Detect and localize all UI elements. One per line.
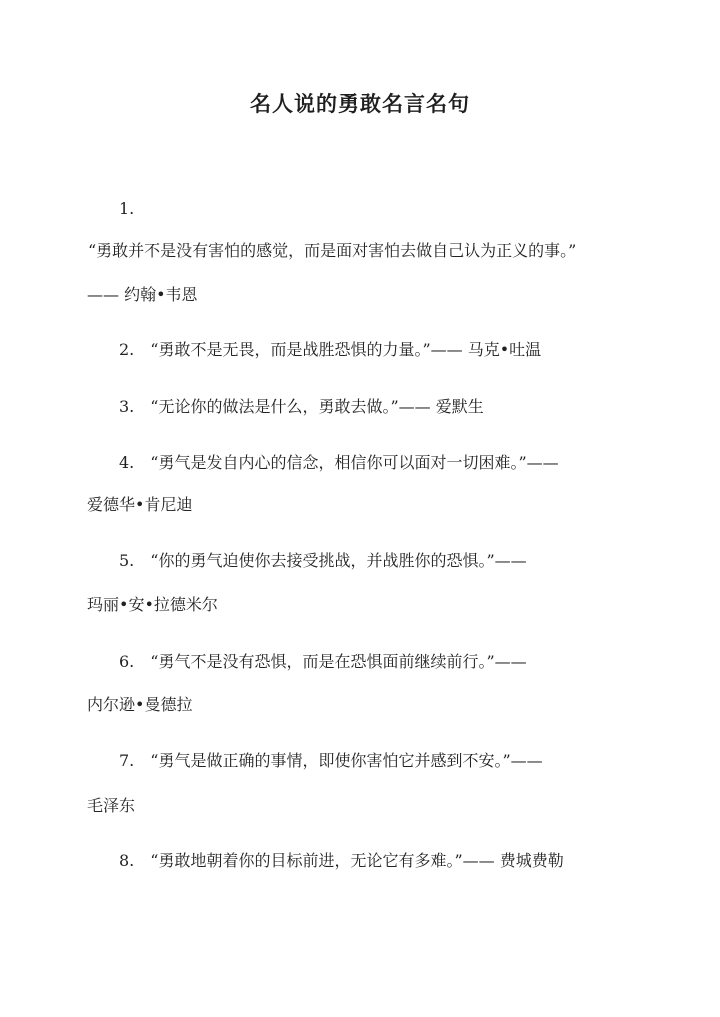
document-title: 名人说的勇敢名言名句 (250, 91, 470, 116)
quote-2: 2. “勇敢不是无畏，而是战胜恐惧的力量。”—— 马克•吐温 (119, 340, 542, 359)
quote-1-text: “勇敢并不是没有害怕的感觉，而是面对害怕去做自己认为正义的事。” (88, 241, 577, 260)
quote-7-text: 7. “勇气是做正确的事情，即使你害怕它并感到不安。”—— (119, 751, 543, 770)
quote-7-author: 毛泽东 (87, 796, 136, 815)
quote-5-author: 玛丽•安•拉德米尔 (87, 595, 218, 614)
quote-5-text: 5. “你的勇气迫使你去接受挑战，并战胜你的恐惧。”—— (119, 551, 527, 570)
quote-6-author: 内尔逊•曼德拉 (87, 695, 193, 714)
quote-1-number: 1. (119, 199, 135, 218)
quote-3: 3. “无论你的做法是什么，勇敢去做。”—— 爱默生 (119, 397, 484, 416)
quote-6-text: 6. “勇气不是没有恐惧，而是在恐惧面前继续前行。”—— (119, 652, 527, 671)
quote-4-author: 爱德华•肯尼迪 (87, 495, 193, 514)
quote-8: 8. “勇敢地朝着你的目标前进，无论它有多难。”—— 费城费勒 (119, 851, 564, 870)
quote-4-text: 4. “勇气是发自内心的信念，相信你可以面对一切困难。”—— (119, 453, 559, 472)
quote-1-author: —— 约翰•韦恩 (87, 285, 198, 304)
